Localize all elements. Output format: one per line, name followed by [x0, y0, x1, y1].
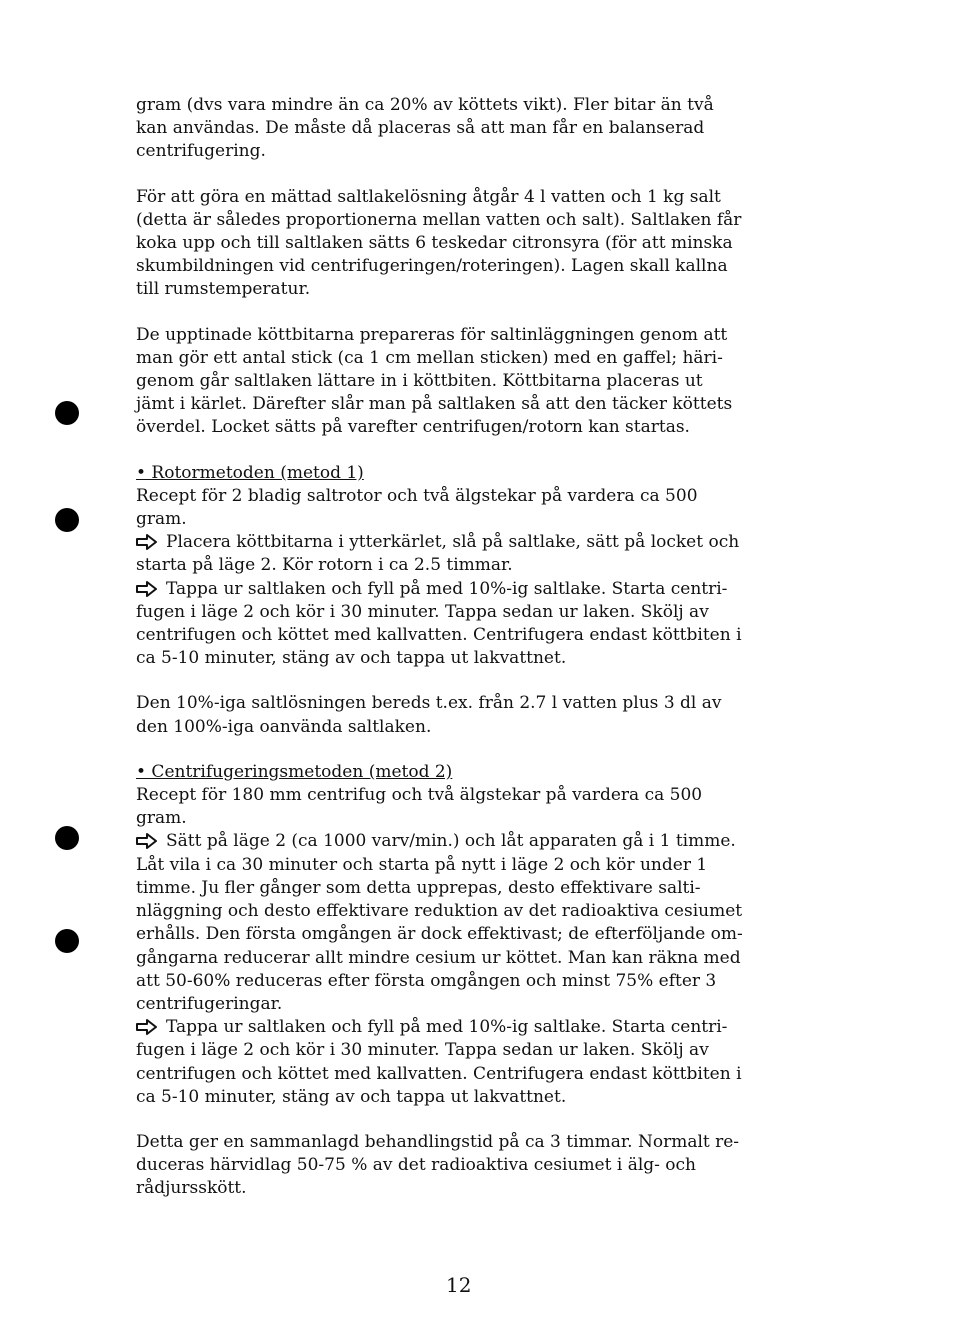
- text-line: kan användas. De måste då placeras så att man får en balanserad: [136, 118, 705, 139]
- text-line: centrifugeringar.: [136, 993, 283, 1014]
- text-line: ca 5-10 minuter, stäng av och tappa ut lakvattnet.: [136, 1086, 567, 1107]
- text-line: starta på läge 2. Kör rotorn i ca 2.5 timmar.: [136, 555, 513, 576]
- text-line: erhålls. Den första omgången är dock effektivast; de efterföljande om-: [136, 924, 743, 945]
- text-line: centrifugen och köttet med kallvatten. Centrifugera endast köttbiten i: [136, 1063, 742, 1084]
- paragraph-summary: [136, 1131, 812, 1201]
- text-line: Recept för 2 bladig saltrotor och två älgstekar på vardera ca 500: [136, 485, 698, 506]
- text-line: Tappa ur saltlaken och fyll på med 10%-ig saltlake. Starta centri-: [166, 1017, 728, 1038]
- arrow-right-outline-icon: [136, 1019, 158, 1035]
- text-line: fugen i läge 2 och kör i 30 minuter. Tappa sedan ur laken. Skölj av: [136, 601, 709, 622]
- text-line: (detta är således proportionerna mellan vatten och salt). Saltlaken får: [136, 209, 742, 230]
- text-line: Recept för 180 mm centrifug och två älgstekar på vardera ca 500: [136, 785, 703, 806]
- paragraph-intro: [136, 94, 812, 164]
- text-line: man gör ett antal stick (ca 1 cm mellan sticken) med en gaffel; häri-: [136, 347, 723, 368]
- text-line: fugen i läge 2 och kör i 30 minuter. Tappa sedan ur laken. Skölj av: [136, 1040, 709, 1061]
- text-line: den 100%-iga oanvända saltlaken.: [136, 716, 432, 737]
- text-line: överdel. Locket sätts på varefter centrifugen/rotorn kan startas.: [136, 417, 690, 438]
- punch-hole-mark: [55, 929, 79, 953]
- text-line: duceras härvidlag 50-75 % av det radioaktiva cesiumet i älg- och: [136, 1155, 697, 1176]
- text-line: gram (dvs vara mindre än ca 20% av köttets vikt). Fler bitar än två: [136, 95, 714, 115]
- text-line: skumbildningen vid centrifugeringen/roteringen). Lagen skall kallna: [136, 256, 728, 277]
- text-line: koka upp och till saltlaken sätts 6 teskedar citronsyra (för att minska: [136, 233, 733, 254]
- text-line: Placera köttbitarna i ytterkärlet, slå på saltlake, sätt på locket och: [166, 532, 740, 553]
- document-body: [136, 94, 812, 1201]
- text-line: centrifugering.: [136, 141, 266, 162]
- text-line: timme. Ju fler gånger som detta upprepas, desto effektivare salti-: [136, 877, 701, 898]
- text-line: genom går saltlaken lättare in i köttbiten. Köttbitarna placeras ut: [136, 371, 703, 392]
- text-line: jämt i kärlet. Därefter slår man på saltlaken så att den täcker köttets: [136, 394, 733, 415]
- text-line: Låt vila i ca 30 minuter och starta på nytt i läge 2 och kör under 1: [136, 854, 708, 875]
- text-line: till rumstemperatur.: [136, 279, 311, 300]
- punch-hole-mark: [55, 508, 79, 532]
- step-centrifuge-1: [136, 830, 812, 1016]
- punch-hole-mark: [55, 401, 79, 425]
- text-line: gångarna reducerar allt mindre cesium ur köttet. Man kan räkna med: [136, 947, 741, 968]
- paragraph-centrifuge-recipe: [136, 784, 812, 830]
- step-rotor-2: [136, 578, 812, 671]
- text-line: Tappa ur saltlaken och fyll på med 10%-ig saltlake. Starta centri-: [166, 578, 728, 599]
- arrow-right-outline-icon: [136, 534, 158, 550]
- paragraph-solution: [136, 692, 812, 738]
- text-line: rådjursskött.: [136, 1178, 247, 1199]
- arrow-right-outline-icon: [136, 581, 158, 597]
- text-line: De upptinade köttbitarna prepareras för saltinläggningen genom att: [136, 324, 728, 345]
- punch-hole-mark: [55, 826, 79, 850]
- page-number: 12: [446, 1273, 472, 1297]
- paragraph-preparation: [136, 324, 812, 440]
- step-rotor-1: [136, 531, 812, 577]
- text-line: att 50-60% reduceras efter första omgången och minst 75% efter 3: [136, 970, 717, 991]
- text-line: För att göra en mättad saltlakelösning åtgår 4 l vatten och 1 kg salt: [136, 186, 721, 207]
- section-heading-rotor: • Rotormetoden (metod 1): [136, 462, 364, 483]
- text-line: Detta ger en sammanlagd behandlingstid på ca 3 timmar. Normalt re-: [136, 1131, 740, 1152]
- text-line: gram.: [136, 808, 187, 829]
- text-line: centrifugen och köttet med kallvatten. Centrifugera endast köttbiten i: [136, 625, 742, 646]
- text-line: Den 10%-iga saltlösningen bereds t.ex. från 2.7 l vatten plus 3 dl av: [136, 693, 722, 714]
- section-heading-centrifuge: • Centrifugeringsmetoden (metod 2): [136, 761, 453, 782]
- text-line: gram.: [136, 509, 187, 530]
- text-line: nläggning och desto effektivare reduktion av det radioaktiva cesiumet: [136, 901, 743, 922]
- arrow-right-outline-icon: [136, 833, 158, 849]
- text-line: Sätt på läge 2 (ca 1000 varv/min.) och låt apparaten gå i 1 timme.: [166, 831, 736, 852]
- text-line: ca 5-10 minuter, stäng av och tappa ut lakvattnet.: [136, 648, 567, 669]
- step-centrifuge-2: [136, 1016, 812, 1109]
- paragraph-saltlake: [136, 186, 812, 302]
- paragraph-rotor-recipe: [136, 485, 812, 531]
